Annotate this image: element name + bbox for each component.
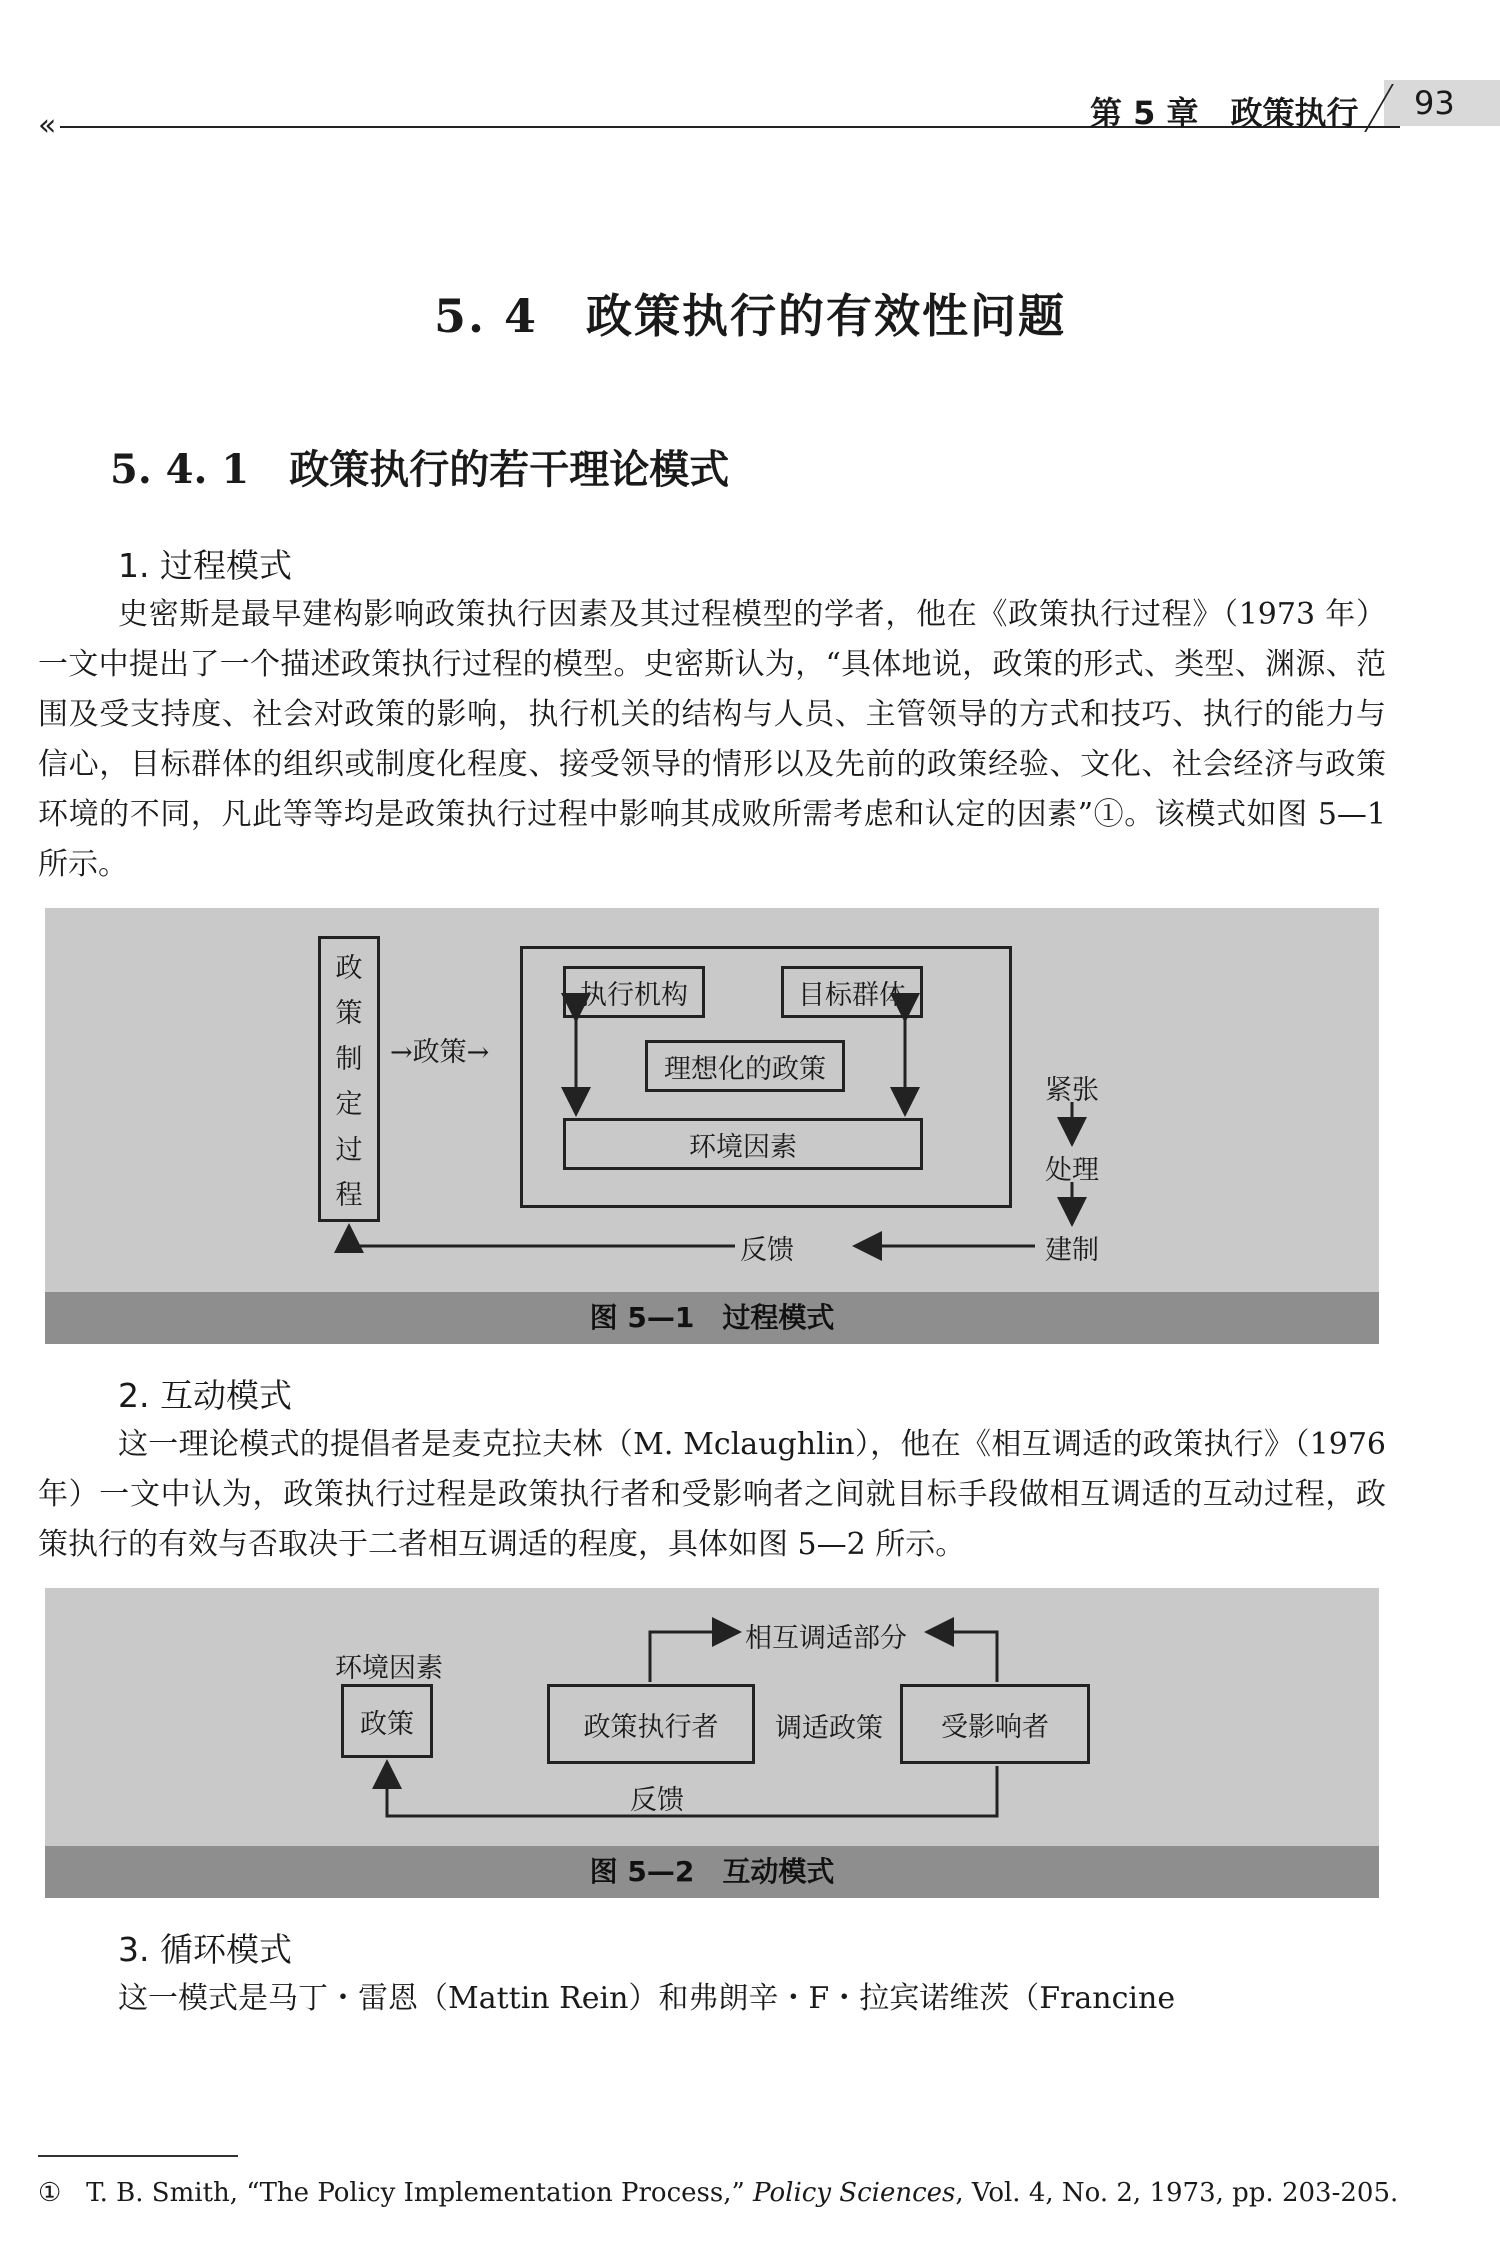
executor-box: 政策执行者: [547, 1684, 755, 1764]
policy-making-char: 政: [335, 952, 363, 984]
footnote-text: T. B. Smith, “The Policy Implementation Process,”: [86, 2178, 745, 2208]
policy-making-char: 过: [335, 1134, 363, 1166]
figure1-caption-bar: [45, 1292, 1379, 1344]
policy-box: 政策: [341, 1684, 433, 1758]
subsection-title: 5. 4. 1 政策执行的若干理论模式: [110, 446, 730, 493]
policy-arrow-label: →政策→: [390, 1037, 490, 1068]
footnote-rule: [38, 2155, 238, 2157]
tension-label: 紧张: [1045, 1075, 1099, 1106]
figure2-arrows: [45, 1588, 1379, 1846]
chapter-title: 第 5 章 政策执行: [1090, 94, 1359, 132]
policy-making-char: 制: [335, 1043, 363, 1075]
paragraph-interaction-model: [38, 1420, 1386, 1570]
header-chevron: «: [38, 108, 57, 143]
paragraph-cycle-model: [38, 1974, 1386, 2024]
paragraph-text: 这一理论模式的提倡者是麦克拉夫林（M. Mclaughlin），他在《相互调适的政策执行》（1976 年）一文中认为，政策执行过程是政策执行者和受影响者之间就目标手段做相互调适的互动过程，政策执行的有效与否取决于二者相互调适的程度，具体如图 5—2 所示。: [38, 1427, 1386, 1562]
target-group-box: 目标群体: [781, 966, 923, 1018]
heading-interaction-model: 2. 互动模式: [118, 1376, 292, 1415]
environment-box: 环境因素: [563, 1118, 923, 1170]
figure2-caption: 图 5—2 互动模式: [589, 1855, 835, 1888]
policy-making-char: 程: [335, 1180, 363, 1212]
executing-agency-box: 执行机构: [563, 966, 705, 1018]
paragraph-process-model: [38, 590, 1386, 890]
heading-cycle-model: 3. 循环模式: [118, 1930, 292, 1969]
feedback-label: 反馈: [630, 1785, 684, 1816]
affected-box: 受影响者: [900, 1684, 1090, 1764]
footnote: [38, 2178, 1398, 2208]
heading-process-model: 1. 过程模式: [118, 546, 292, 585]
feedback-label: 反馈: [740, 1235, 794, 1266]
figure2-caption-bar: [45, 1846, 1379, 1898]
section-title: 5. 4 政策执行的有效性问题: [433, 289, 1067, 343]
idealized-policy-box: 理想化的政策: [645, 1040, 845, 1092]
environment-label: 环境因素: [335, 1653, 443, 1684]
figure-process-model: [45, 908, 1379, 1292]
institution-label: 建制: [1045, 1235, 1099, 1266]
footnote-marker: ①: [38, 2178, 62, 2208]
figure1-caption: 图 5—1 过程模式: [589, 1301, 835, 1334]
figure-interaction-model: [45, 1588, 1379, 1846]
policy-making-char: 定: [335, 1089, 363, 1121]
footnote-journal: Policy Sciences: [753, 2178, 956, 2208]
figure1-arrows: [45, 908, 1379, 1292]
mutual-adjust-label: 相互调适部分: [745, 1623, 907, 1654]
paragraph-text: 史密斯是最早建构影响政策执行因素及其过程模型的学者，他在《政策执行过程》（1973 年）一文中提出了一个描述政策执行过程的模型。史密斯认为，“具体地说，政策的形式、类型、渊源、范围及受支持度、社会对政策的影响，执行机关的结构与人员、主管领导的方式和技巧、执行的能力与信心，目标群体的组织或制度化程度、接受领导的情形以及先前的政策经验、文化、社会经济与政策环境的不同，凡此等等均是政策执行过程中影响其成败所需考虑和认定的因素”①。该模式如图 5—1 所示。: [38, 597, 1386, 882]
adjust-policy-label: 调适政策: [775, 1713, 883, 1744]
paragraph-text: 这一模式是马丁・雷恩（Mattin Rein）和弗朗辛・F・拉宾诺维茨（Francine: [118, 1981, 1176, 2016]
policy-making-char: 策: [335, 998, 363, 1030]
processing-label: 处理: [1045, 1155, 1099, 1186]
page-number: 93: [1414, 84, 1455, 122]
footnote-details: , Vol. 4, No. 2, 1973, pp. 203-205.: [955, 2178, 1399, 2208]
